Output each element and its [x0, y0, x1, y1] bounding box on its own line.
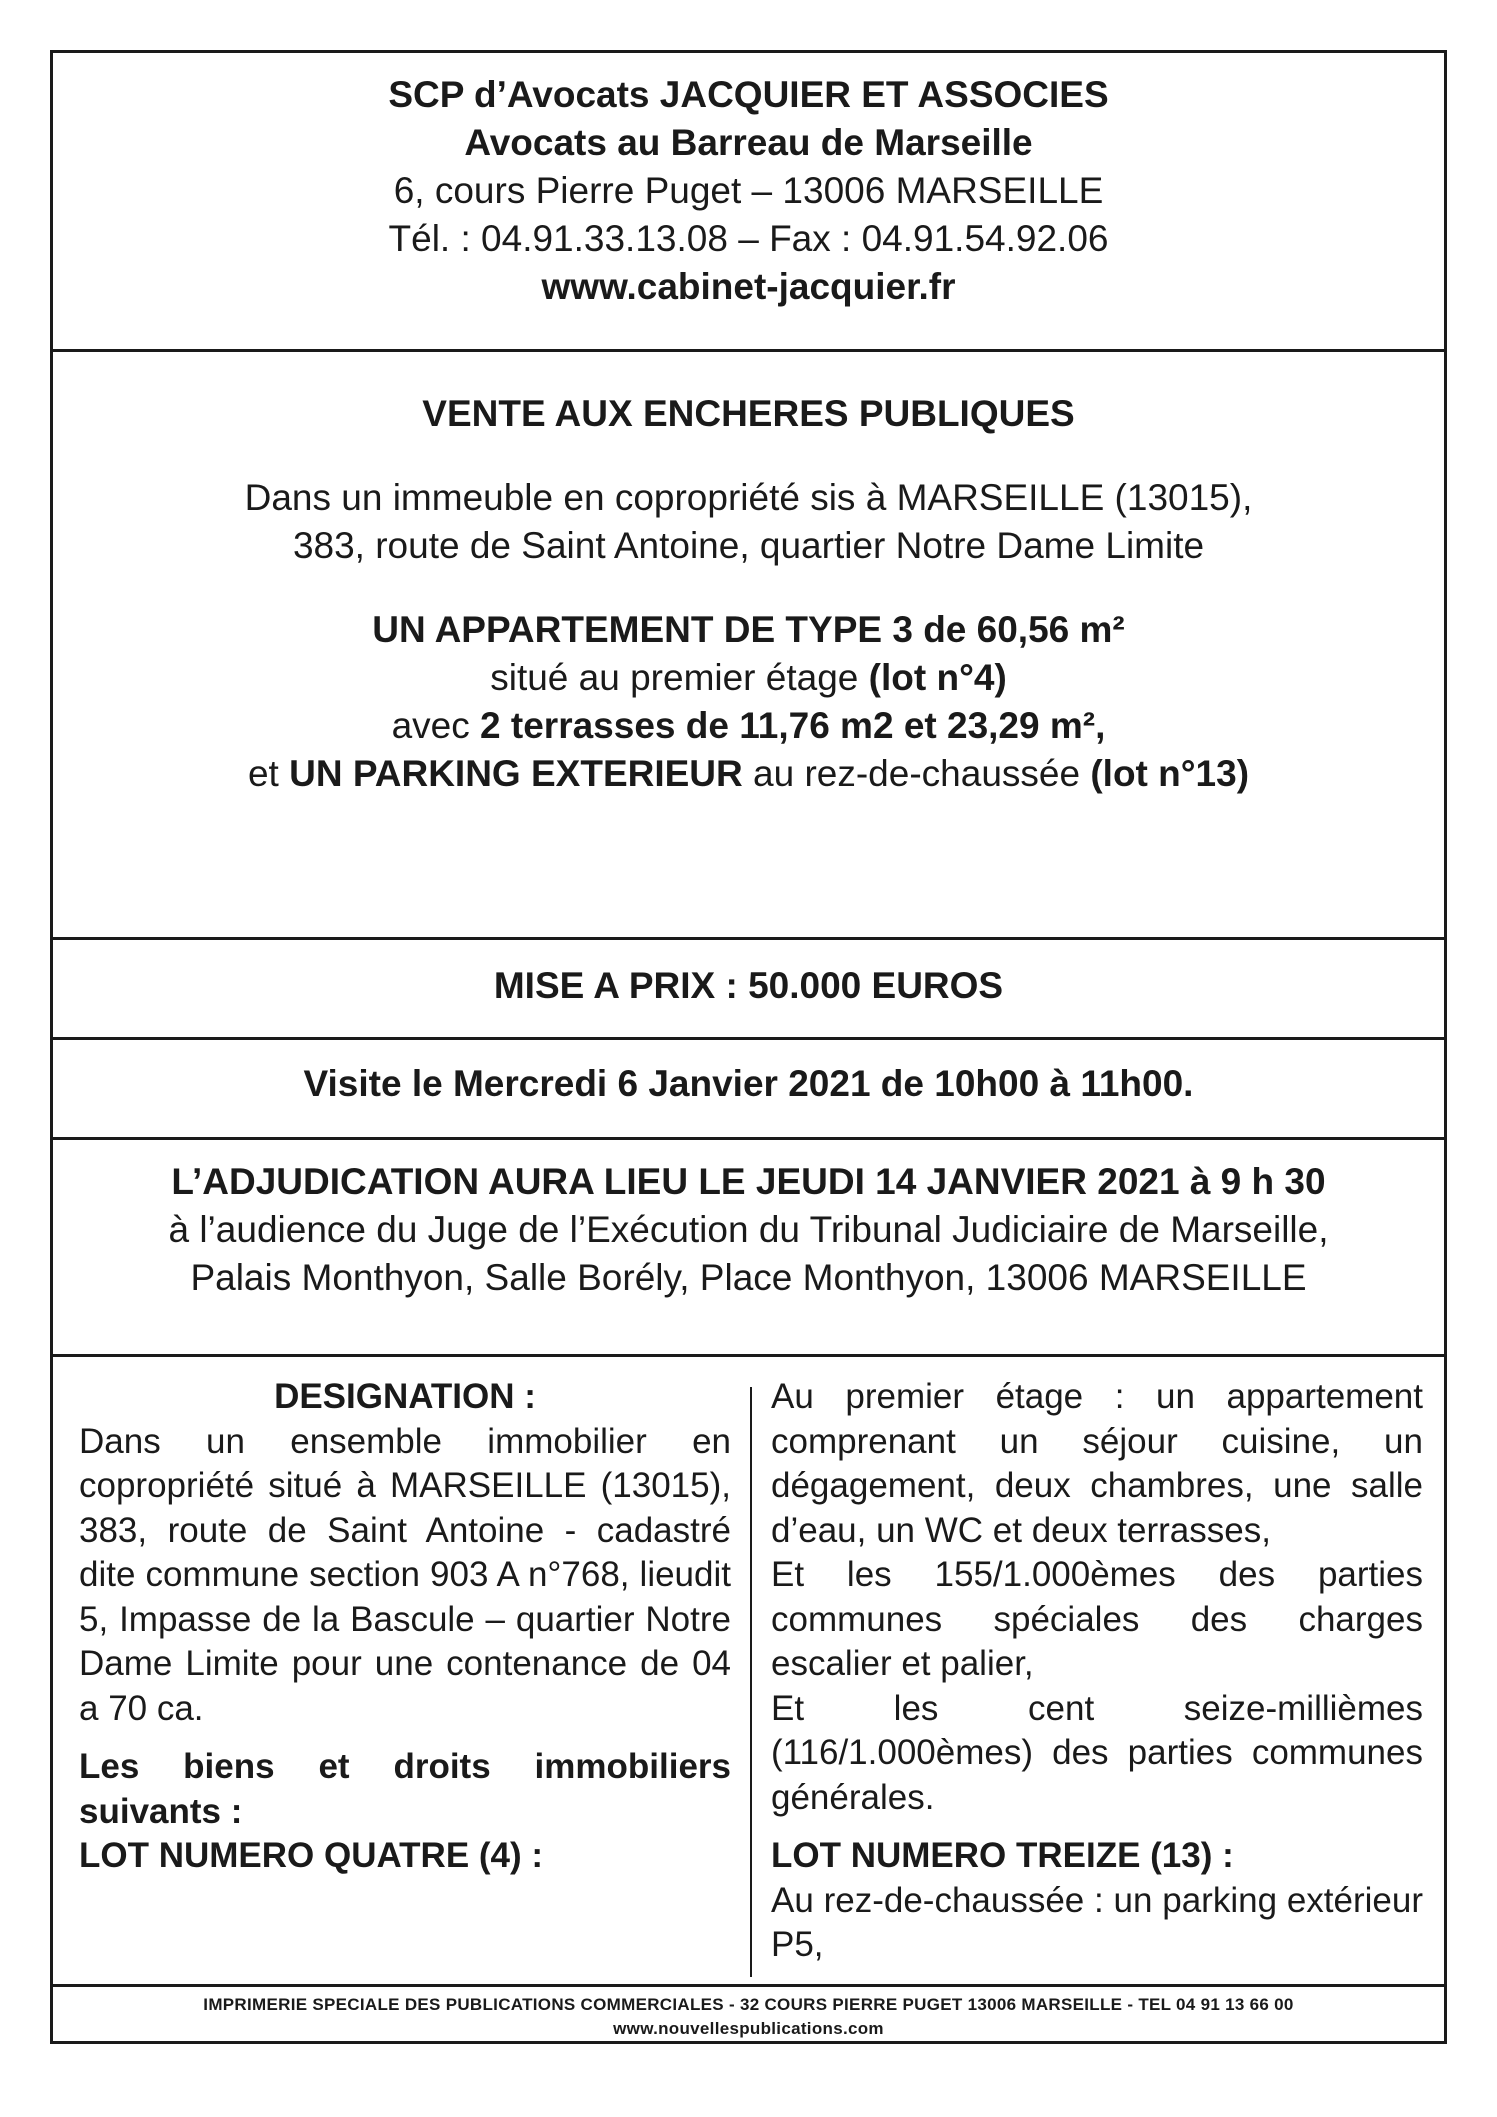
adjudication-section [53, 1140, 1444, 1357]
sale-section [53, 352, 1444, 940]
lot4-parts-special: Et les 155/1.000èmes des parties communes spéciales des charges escalier et palier, [771, 1555, 1423, 1683]
price-section [53, 940, 1444, 1040]
designation-section [53, 1357, 1444, 1987]
parking-line [53, 750, 1444, 798]
printer-footer [53, 1987, 1444, 2044]
firm-contact: Tél. : 04.91.33.13.08 – Fax : 04.91.54.92.06 [388, 218, 1109, 259]
lot4-heading: LOT NUMERO QUATRE (4) : [79, 1836, 544, 1875]
adjudication-line-2: Palais Monthyon, Salle Borély, Place Monthyon, 13006 MARSEILLE [190, 1257, 1307, 1298]
printer-website[interactable]: www.nouvellespublications.com [613, 2019, 884, 2038]
lot13-description: Au rez-de-chaussée : un parking extérieur P5, [771, 1880, 1423, 1964]
parking-lot: (lot n°13) [1090, 753, 1250, 794]
designation-paragraph: Dans un ensemble immobilier en copropriété situé à MARSEILLE (13015), 383, route de Saint Antoine - cadastré dite commune section 903 A n°768, lieudit 5, Impasse de la Bascule – quartier Notre Dame Limite pour une contenance de 04 a 70 ca. [79, 1421, 731, 1728]
visit-section [53, 1040, 1444, 1140]
floor-text: situé au premier étage [490, 657, 859, 698]
sale-location-1: Dans un immeuble en copropriété sis à MARSEILLE (13015), [244, 477, 1253, 518]
designation-heading: DESIGNATION : [274, 1377, 536, 1416]
with-text: avec [391, 705, 470, 746]
firm-bar: Avocats au Barreau de Marseille [464, 122, 1033, 163]
column-divider [750, 1387, 752, 1977]
firm-address: 6, cours Pierre Puget – 13006 MARSEILLE [393, 170, 1104, 211]
floor-line [53, 654, 1444, 702]
lot4-parts-general: Et les cent seize-millièmes (116/1.000èmes) des parties communes générales. [771, 1688, 1423, 1817]
designation-left-column [79, 1375, 731, 1879]
designation-right-column [771, 1375, 1423, 1968]
firm-name: SCP d’Avocats JACQUIER ET ASSOCIES [388, 74, 1109, 115]
starting-price: MISE A PRIX : 50.000 EUROS [493, 965, 1004, 1006]
adjudication-title: L’ADJUDICATION AURA LIEU LE JEUDI 14 JANVIER 2021 à 9 h 30 [171, 1161, 1326, 1202]
parking-location: au rez-de-chaussée [753, 753, 1081, 794]
printer-info: IMPRIMERIE SPECIALE DES PUBLICATIONS COMMERCIALES - 32 COURS PIERRE PUGET 13006 MARSEILLE - TEL 04 91 13 66 00 [203, 1995, 1294, 2014]
lot4-description: Au premier étage : un appartement comprenant un séjour cuisine, un dégagement, deux chambres, une salle d’eau, un WC et deux terrasses, [771, 1377, 1423, 1550]
floor-lot: (lot n°4) [868, 657, 1007, 698]
lot13-heading: LOT NUMERO TREIZE (13) : [771, 1836, 1234, 1875]
law-firm-header [53, 53, 1444, 352]
notice-frame [50, 50, 1447, 2044]
adjudication-line-1: à l’audience du Juge de l’Exécution du Tribunal Judiciaire de Marseille, [168, 1209, 1329, 1250]
and-text: et [247, 753, 279, 794]
parking-text: UN PARKING EXTERIEUR [289, 753, 743, 794]
terraces-text: 2 terrasses de 11,76 m2 et 23,29 m², [480, 705, 1106, 746]
biens-heading: Les biens et droits immobiliers suivants : [79, 1747, 731, 1831]
terraces-line [53, 702, 1444, 750]
visit-date: Visite le Mercredi 6 Janvier 2021 de 10h00 à 11h00. [303, 1063, 1194, 1104]
property-description: UN APPARTEMENT DE TYPE 3 de 60,56 m² [372, 609, 1125, 650]
firm-website[interactable]: www.cabinet-jacquier.fr [541, 266, 956, 307]
sale-title: VENTE AUX ENCHERES PUBLIQUES [422, 393, 1075, 434]
sale-location-2: 383, route de Saint Antoine, quartier Notre Dame Limite [292, 525, 1205, 566]
